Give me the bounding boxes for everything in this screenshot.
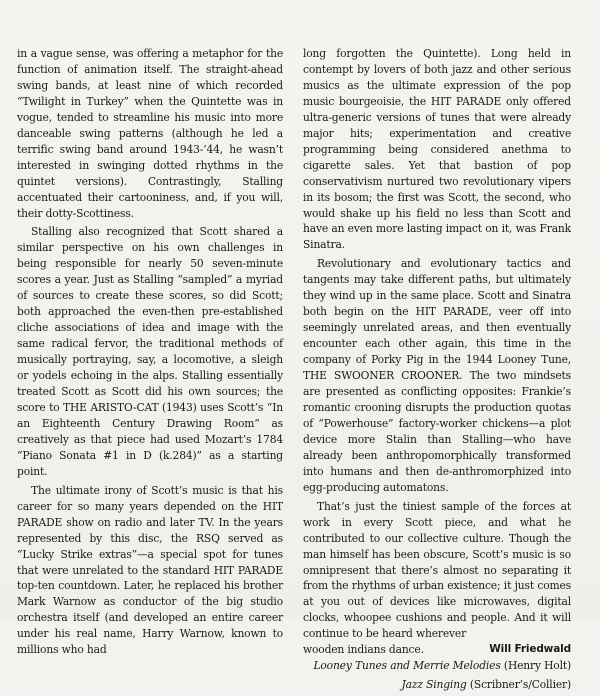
left-column <box>17 46 283 661</box>
right-paragraph-1: long forgotten the Quintette). Long held in contempt by lovers of both jazz and other serious musics as the ultimate expression of the pop music bourgeoisie, the HIT PARADE only offered ultra-generic versions of tunes that were already major hits; experimentation and creative programming being considered anethma to cigarette sales. Yet that bastion of pop conservativism nurtured two revolutionary vipers in its bosom; the first was Scott, the second, who would shake up his field no less than Scott and have an even more lasting impact on it, was Frank Sinatra. <box>303 47 571 252</box>
credit-book-1 <box>303 658 571 674</box>
author-name: Will Friedwald <box>489 643 571 656</box>
credit-book-2-publisher: (Scribner’s/Collier) <box>466 678 571 692</box>
credit-book-1-title: Looney Tunes and Merrie Melodies <box>313 659 501 673</box>
left-paragraph-3: The ultimate irony of Scott’s music is that his career for so many years depended on the HIT PARADE show on radio and later TV. In the years represented by this disc, the RSQ served as “Lucky Strike extras”—a special spot for tunes that were unrelated to the standard HIT PARADE top-ten countdown. Later, he replaced his brother Mark Warnow as conductor of the big studio orchestra itself (and developed an entire career under his real name, Harry Warnow, known to millions who had <box>17 483 283 657</box>
left-paragraph-2: Stalling also recognized that Scott shared a similar perspective on his own challenges in being responsible for nearly 50 seven-minute scores a year. Just as Stalling “sampled” a myriad of sources to create these scores, so did Scott; both approached the even-then pre-established cliche associations of idea and image with the same radical fervor, the traditional methods of musically portraying, say, a locomotive, a sleigh or yodels echoing in the alps. Stalling essentially treated Scott as Scott did his own sources; the score to THE ARISTO-CAT (1943) uses Scott’s “In an Eighteenth Century Drawing Room” as creatively as that piece had used Mozart’s 1784 “Piano Sonata #1 in D (k.284)” as a starting point. <box>17 225 283 478</box>
credit-book-1-publisher: (Henry Holt) <box>500 659 571 673</box>
right-paragraph-3: That’s just the tiniest sample of the forces at work in every Scott piece, and what he contributed to our collective culture. Though the man himself has been obscure, Scott’s music is so omnipresent that there’s almost no separating it from the rhythms of urban existence; it just comes at you out of devices like microwaves, digital clocks, whoopee cushions and people. And it will continue to be heard wherever <box>303 499 571 641</box>
right-column <box>303 46 571 696</box>
closing-words: wooden indians dance. <box>303 643 424 657</box>
right-paragraph-2: Revolutionary and evolutionary tactics and tangents may take different paths, but ultimately they wind up in the same place. Scott and Sinatra both begin on the HIT PARADE, veer off into seemingly unrelated areas, and then eventually encounter each other again, this time in the company of Porky Pig in the 1944 Looney Tune, THE SWOONER CROONER. The two mindsets are presented as conflicting opposites: Frankie’s romantic crooning disrupts the production quotas of “Powerhouse” factory-worker chickens—a plot device more Stalin than Stalling—who have already been anthropomorphically transformed into humans and then de-anthromorphized into egg-producing automatons. <box>303 257 571 494</box>
left-paragraph-1: in a vague sense, was offering a metaphor for the function of animation itself. The straight-ahead swing bands, at least nine of which recorded “Twilight in Turkey” when the Quintette was in vogue, tended to streamline his music into more danceable swing patterns (although he led a terrific swing band around 1943-’44, he wasn’t interested in swinging dotted rhythms in the quintet versions). Contrastingly, Stalling accentuated their cartooniness, and, if you will, their dotty-Scottiness. <box>17 47 283 220</box>
credit-book-2-title: Jazz Singing <box>401 678 467 692</box>
signature-line <box>303 642 571 658</box>
credit-book-2 <box>303 677 571 693</box>
